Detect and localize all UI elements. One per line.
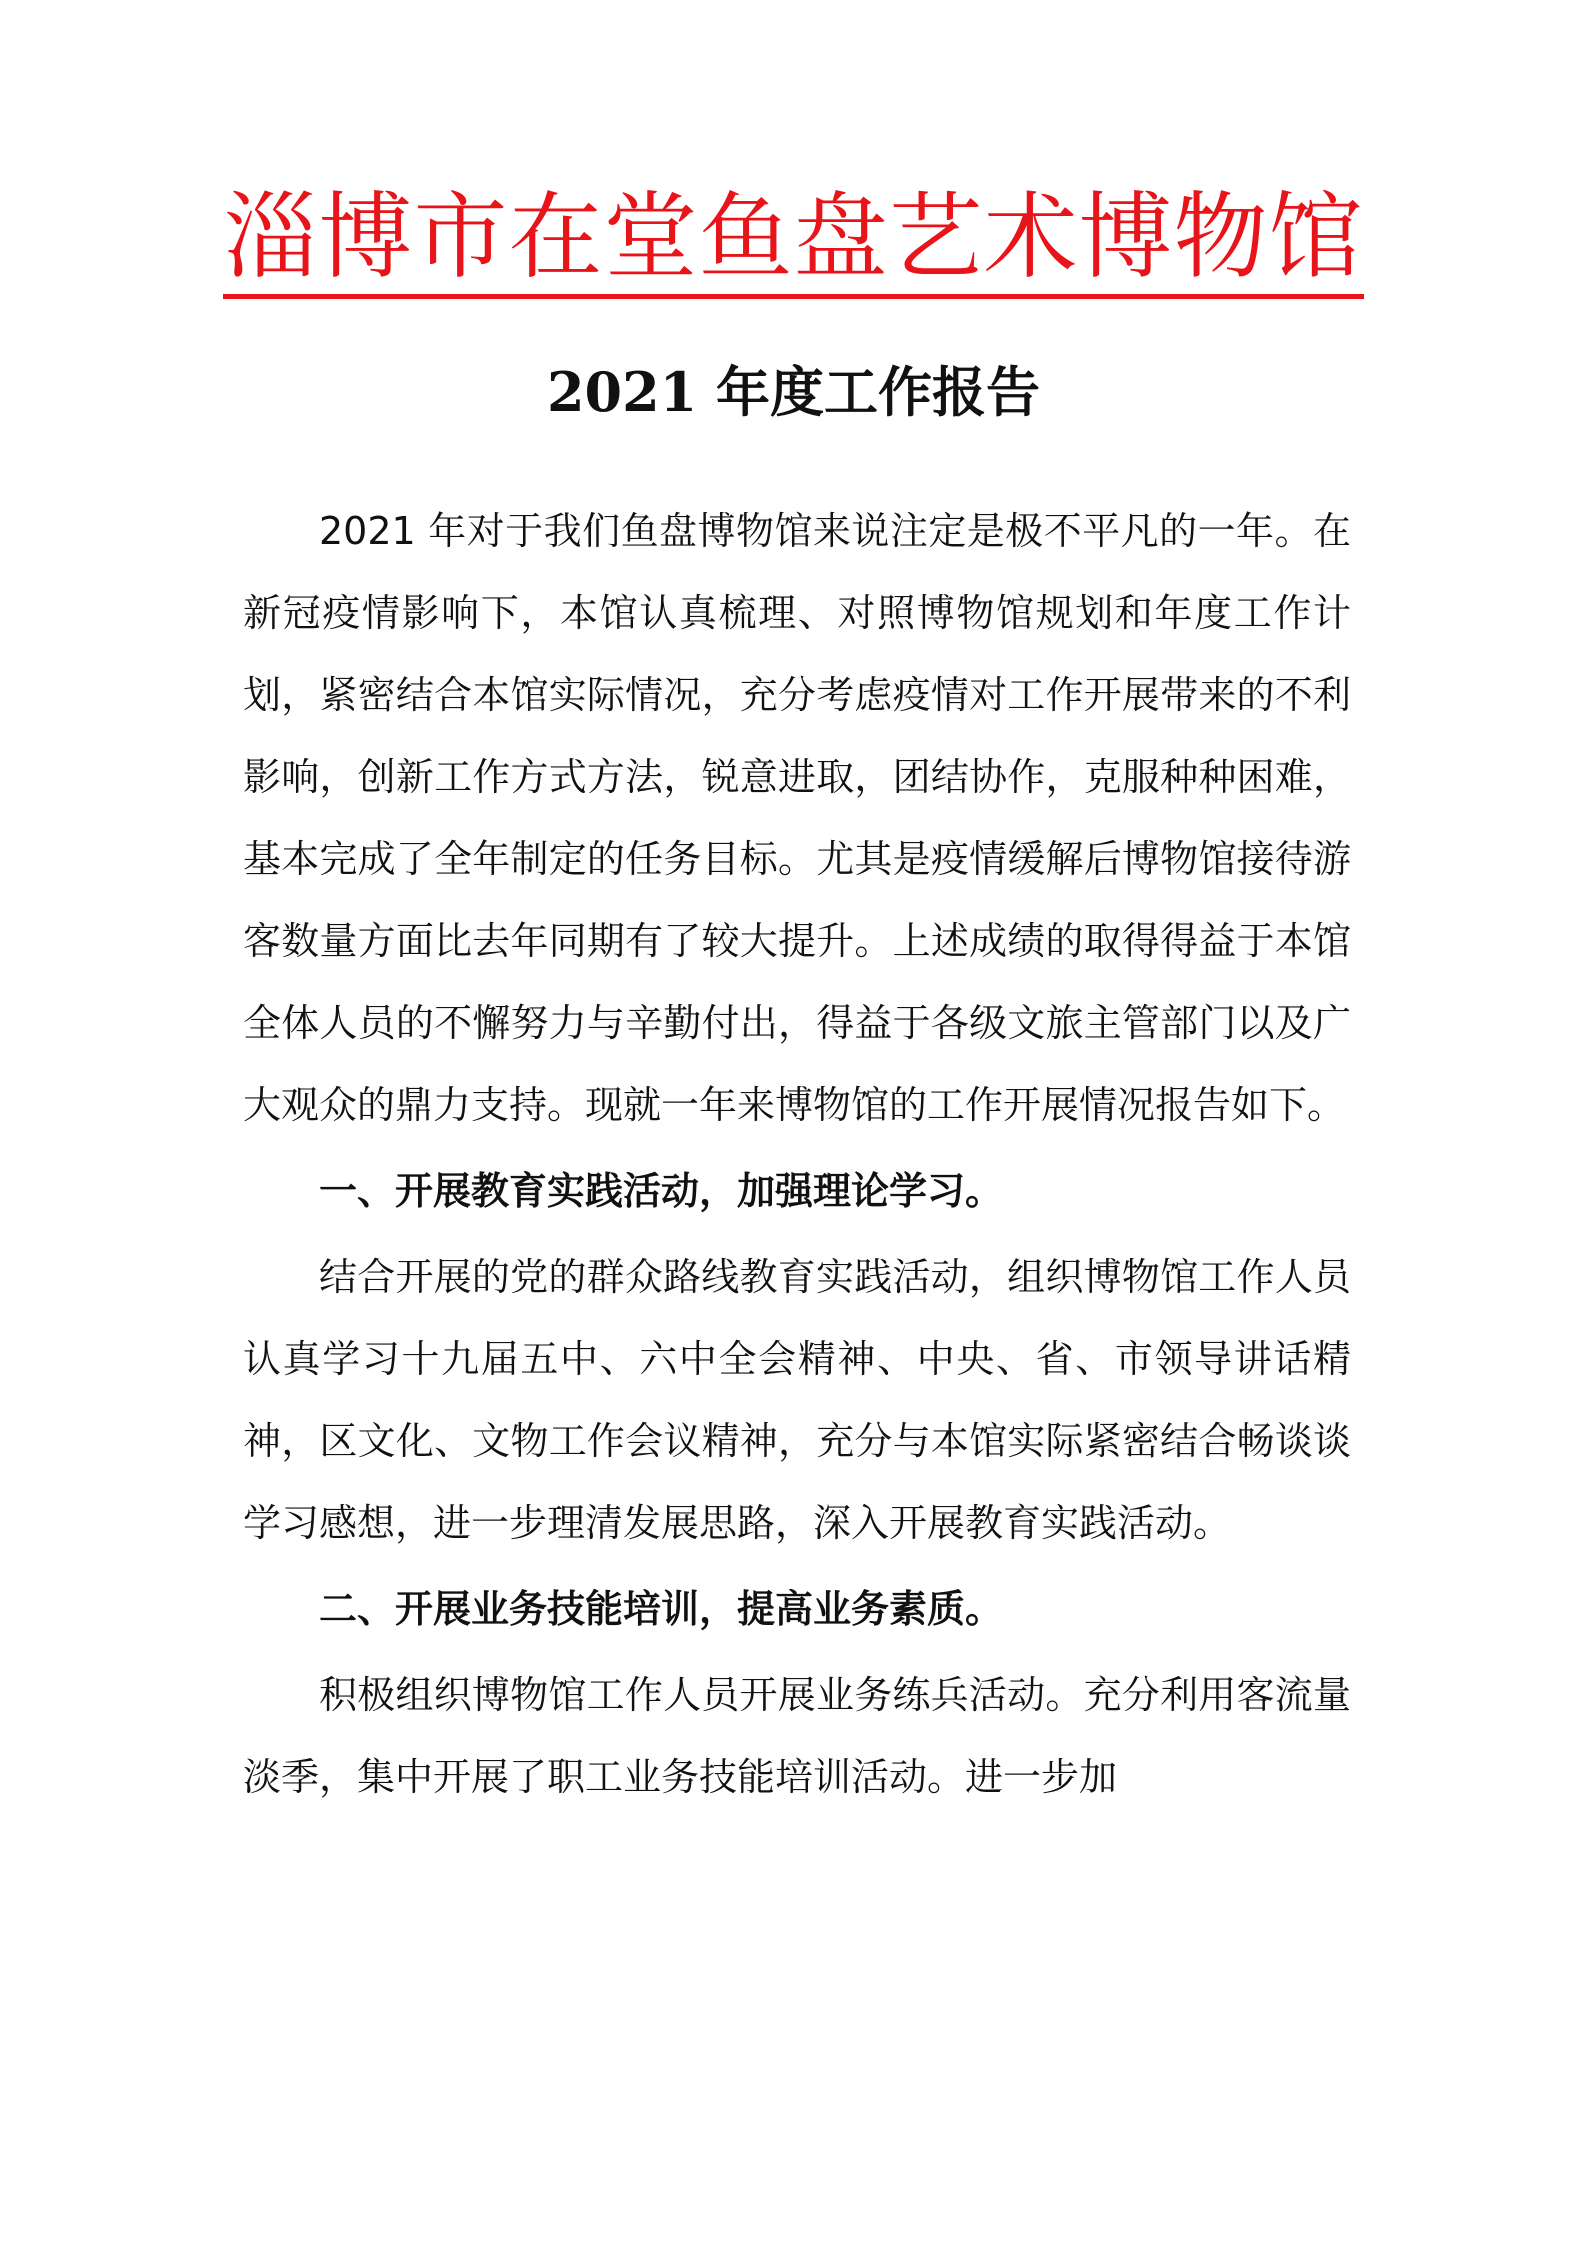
- intro-paragraph: 2021 年对于我们鱼盘博物馆来说注定是极不平凡的一年。在新冠疫情影响下，本馆认真梳理、对照博物馆规划和年度工作计划，紧密结合本馆实际情况，充分考虑疫情对工作开展带来的不利影响，创新工作方式方法，锐意进取，团结协作，克服种种困难，基本完成了全年制定的任务目标。尤其是疫情缓解后博物馆接待游客数量方面比去年同期有了较大提升。上述成绩的取得得益于本馆全体人员的不懈努力与辛勤付出，得益于各级文旅主管部门以及广大观众的鼎力支持。现就一年来博物馆的工作开展情况报告如下。: [243, 509, 1351, 1127]
- report-title: 2021 年度工作报告: [546, 360, 1041, 424]
- section-2-paragraph: 积极组织博物馆工作人员开展业务练兵活动。充分利用客流量淡季，集中开展了职工业务技能培训活动。进一步加: [243, 1673, 1351, 1799]
- section-2-heading: 二、开展业务技能培训，提高业务素质。: [319, 1587, 1004, 1631]
- organization-title-text: 淄博市在堂鱼盘艺术博物馆: [223, 183, 1363, 299]
- organization-title: [0, 178, 1587, 298]
- section-1-heading: 一、开展教育实践活动，加强理论学习。: [319, 1169, 1004, 1213]
- document-body: [243, 490, 1351, 1818]
- section-1-paragraph: 结合开展的党的群众路线教育实践活动，组织博物馆工作人员认真学习十九届五中、六中全会精神、中央、省、市领导讲话精神，区文化、文物工作会议精神，充分与本馆实际紧密结合畅谈谈学习感想，进一步理清发展思路，深入开展教育实践活动。: [243, 1255, 1351, 1545]
